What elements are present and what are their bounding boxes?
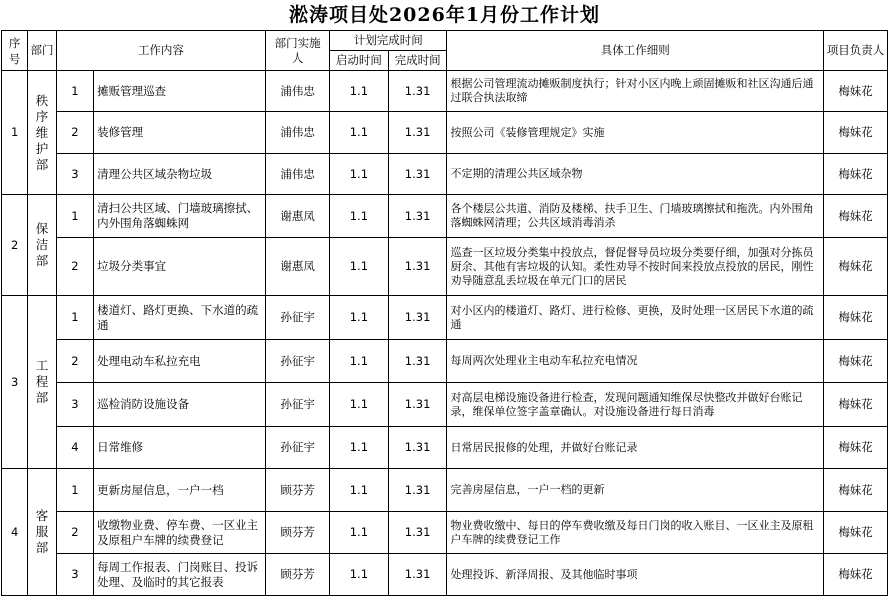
row-finish: 1.31 (388, 340, 447, 383)
row-content: 巡检消防设施设备 (94, 383, 266, 427)
table-row (2, 512, 888, 554)
row-finish: 1.31 (388, 427, 447, 469)
row-executor: 顾芬芳 (266, 512, 330, 554)
header-plan-time: 计划完成时间 (330, 31, 447, 51)
row-executor: 顾芬芳 (266, 469, 330, 512)
row-finish: 1.31 (388, 469, 447, 512)
table-row (2, 554, 888, 596)
row-finish: 1.31 (388, 296, 447, 340)
table-row (2, 469, 888, 512)
row-content: 处理电动车私拉充电 (94, 340, 266, 383)
header-start: 启动时间 (330, 51, 389, 71)
row-detail: 完善房屋信息，一户一档的更新 (447, 469, 824, 512)
row-start: 1.1 (330, 383, 389, 427)
row-detail: 对高层电梯设施设备进行检查，发现问题通知维保尽快整改并做好台账记录，维保单位签字盖章确认。对设施设备进行每日消毒 (447, 383, 824, 427)
row-content: 楼道灯、路灯更换、下水道的疏通 (94, 296, 266, 340)
header-dept: 部门 (28, 31, 56, 71)
row-executor: 浦伟忠 (266, 71, 330, 112)
row-owner: 梅妹花 (824, 554, 888, 596)
row-content: 清理公共区域杂物垃圾 (94, 154, 266, 195)
row-content: 清扫公共区域、门墙玻璃擦拭、内外围角落蜘蛛网 (94, 195, 266, 238)
page-title: 淞涛项目处2026年1月份工作计划 (288, 4, 601, 26)
row-no: 1 (56, 71, 93, 112)
row-no: 2 (56, 238, 93, 296)
table-row (2, 340, 888, 383)
row-detail: 巡查一区垃圾分类集中投放点，督促督导员垃圾分类要仔细，加强对分拣员厨余、其他有害垃圾的认知。柔性劝导不按时间来投放点投放的居民，刚性劝导随意乱丢垃圾在单元门口的居民 (447, 238, 824, 296)
row-owner: 梅妹花 (824, 112, 888, 154)
group-dept: 客服部 (28, 469, 56, 596)
header-owner: 项目负责人 (824, 31, 888, 71)
row-executor: 谢惠凤 (266, 238, 330, 296)
group-seq: 1 (2, 71, 28, 195)
row-start: 1.1 (330, 238, 389, 296)
row-executor: 孙征宇 (266, 383, 330, 427)
row-no: 2 (56, 340, 93, 383)
row-content: 收缴物业费、停车费、一区业主及原租户车牌的续费登记 (94, 512, 266, 554)
row-executor: 孙征宇 (266, 427, 330, 469)
row-finish: 1.31 (388, 112, 447, 154)
group-dept: 工程部 (28, 296, 56, 469)
row-content: 摊贩管理巡查 (94, 71, 266, 112)
table-row (2, 238, 888, 296)
row-owner: 梅妹花 (824, 238, 888, 296)
header-seq: 序号 (2, 31, 28, 71)
group-seq: 3 (2, 296, 28, 469)
row-start: 1.1 (330, 512, 389, 554)
row-start: 1.1 (330, 427, 389, 469)
table-row (2, 154, 888, 195)
header-detail: 具体工作细则 (447, 31, 824, 71)
row-detail: 日常居民报修的处理，并做好台账记录 (447, 427, 824, 469)
row-owner: 梅妹花 (824, 427, 888, 469)
row-content: 装修管理 (94, 112, 266, 154)
row-detail: 各个楼层公共道、消防及楼梯、扶手卫生、门墙玻璃擦拭和拖洗。内外围角落蜘蛛网清理；公共区域消毒消杀 (447, 195, 824, 238)
row-owner: 梅妹花 (824, 512, 888, 554)
table-row (2, 112, 888, 154)
row-start: 1.1 (330, 195, 389, 238)
row-finish: 1.31 (388, 195, 447, 238)
row-content: 更新房屋信息，一户一档 (94, 469, 266, 512)
group-dept: 秩序维护部 (28, 71, 56, 195)
row-finish: 1.31 (388, 154, 447, 195)
table-row (2, 195, 888, 238)
row-start: 1.1 (330, 340, 389, 383)
row-detail: 不定期的清理公共区域杂物 (447, 154, 824, 195)
table-row (2, 383, 888, 427)
table-row (2, 427, 888, 469)
group-seq: 4 (2, 469, 28, 596)
row-no: 2 (56, 112, 93, 154)
row-owner: 梅妹花 (824, 195, 888, 238)
row-owner: 梅妹花 (824, 340, 888, 383)
row-content: 每周工作报表、门岗账目、投诉处理、及临时的其它报表 (94, 554, 266, 596)
row-no: 4 (56, 427, 93, 469)
row-owner: 梅妹花 (824, 154, 888, 195)
table-row (2, 71, 888, 112)
row-finish: 1.31 (388, 383, 447, 427)
row-detail: 对小区内的楼道灯、路灯、进行检修、更换，及时处理一区居民下水道的疏通 (447, 296, 824, 340)
row-content: 垃圾分类事宜 (94, 238, 266, 296)
row-owner: 梅妹花 (824, 469, 888, 512)
row-start: 1.1 (330, 554, 389, 596)
row-executor: 孙征宇 (266, 340, 330, 383)
row-no: 3 (56, 554, 93, 596)
row-finish: 1.31 (388, 71, 447, 112)
row-owner: 梅妹花 (824, 296, 888, 340)
row-detail: 物业费收缴中、每日的停车费收缴及每日门岗的收入账目、一区业主及原租户车牌的续费登记工作 (447, 512, 824, 554)
row-executor: 浦伟忠 (266, 154, 330, 195)
table-row (2, 296, 888, 340)
row-detail: 每周两次处理业主电动车私拉充电情况 (447, 340, 824, 383)
row-executor: 顾芬芳 (266, 554, 330, 596)
row-detail: 处理投诉、新泽周报、及其他临时事项 (447, 554, 824, 596)
row-start: 1.1 (330, 154, 389, 195)
row-start: 1.1 (330, 469, 389, 512)
row-executor: 谢惠凤 (266, 195, 330, 238)
row-no: 1 (56, 195, 93, 238)
row-finish: 1.31 (388, 554, 447, 596)
header-content: 工作内容 (56, 31, 266, 71)
row-no: 2 (56, 512, 93, 554)
work-plan-table (1, 30, 888, 596)
row-content: 日常维修 (94, 427, 266, 469)
row-no: 1 (56, 469, 93, 512)
row-start: 1.1 (330, 296, 389, 340)
row-finish: 1.31 (388, 512, 447, 554)
group-dept: 保洁部 (28, 195, 56, 296)
row-detail: 按照公司《装修管理规定》实施 (447, 112, 824, 154)
row-executor: 孙征宇 (266, 296, 330, 340)
row-owner: 梅妹花 (824, 71, 888, 112)
row-start: 1.1 (330, 71, 389, 112)
row-owner: 梅妹花 (824, 383, 888, 427)
row-no: 1 (56, 296, 93, 340)
row-no: 3 (56, 154, 93, 195)
row-executor: 浦伟忠 (266, 112, 330, 154)
row-start: 1.1 (330, 112, 389, 154)
row-detail: 根据公司管理流动摊贩制度执行；针对小区内晚上顽固摊贩和社区沟通后通过联合执法取缔 (447, 71, 824, 112)
row-finish: 1.31 (388, 238, 447, 296)
group-seq: 2 (2, 195, 28, 296)
header-finish: 完成时间 (388, 51, 447, 71)
row-no: 3 (56, 383, 93, 427)
header-executor: 部门实施人 (266, 31, 330, 71)
